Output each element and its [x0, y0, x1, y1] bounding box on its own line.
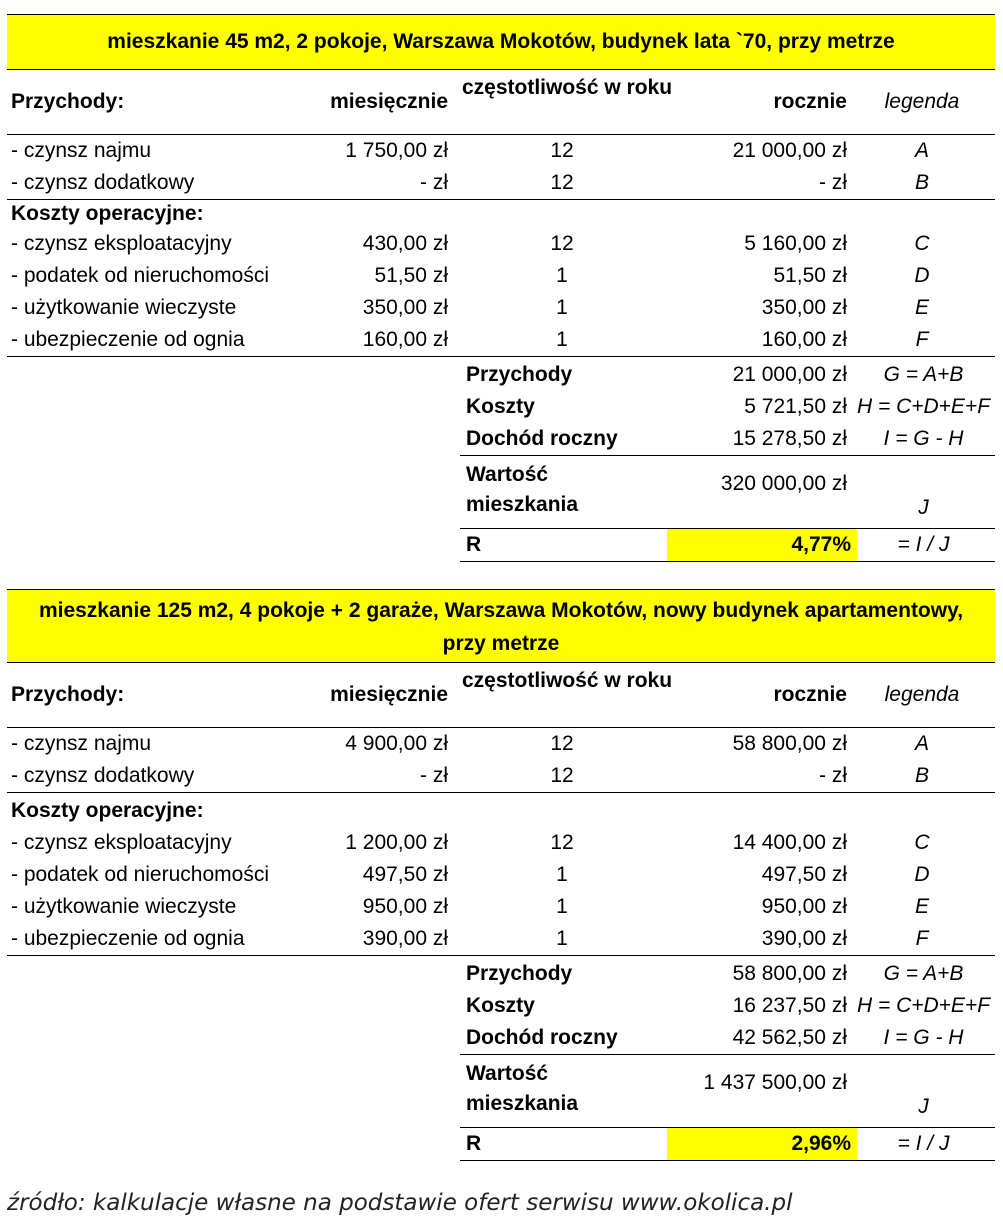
row-frequency: 12 — [550, 732, 574, 755]
row-legend: F — [915, 328, 929, 351]
summary-value: 15 278,50 zł — [732, 427, 847, 450]
return-rate-legend: = I / J — [897, 1132, 950, 1155]
row-monthly: 1 750,00 zł — [345, 139, 448, 162]
row-label: - czynsz dodatkowy — [11, 764, 195, 787]
table-row — [7, 324, 995, 356]
return-rate-highlight — [667, 1128, 857, 1160]
row-monthly: 497,50 zł — [362, 863, 448, 886]
apartment-value-label — [466, 1059, 578, 1119]
table-row — [7, 228, 995, 260]
return-rate-value: 4,77% — [791, 533, 851, 556]
row-legend: C — [914, 831, 930, 854]
row-label: - czynsz najmu — [11, 139, 152, 162]
return-rate-legend: = I / J — [897, 533, 950, 556]
row-frequency: 12 — [550, 171, 574, 194]
table-row — [7, 923, 995, 955]
table-row — [7, 728, 995, 760]
row-frequency: 12 — [550, 139, 574, 162]
apartment-value-legend: J — [918, 1095, 929, 1118]
header-legend: legenda — [884, 90, 960, 113]
row-label: - użytkowanie wieczyste — [11, 895, 237, 918]
value-label-line-1: Wartość — [466, 463, 549, 486]
header-legend: legenda — [884, 683, 960, 706]
header-monthly: miesięcznie — [330, 683, 448, 706]
return-rate-row — [460, 1128, 995, 1161]
row-legend: F — [915, 927, 929, 950]
row-annual: 21 000,00 zł — [732, 139, 847, 162]
row-annual: 5 160,00 zł — [744, 232, 847, 255]
row-monthly: - zł — [420, 764, 448, 787]
table-row — [7, 760, 995, 792]
summary-row — [460, 359, 995, 391]
header-przychody: Przychody: — [11, 90, 125, 113]
row-monthly: 950,00 zł — [362, 895, 448, 918]
row-legend: D — [914, 264, 930, 287]
summary-label: Koszty — [466, 395, 535, 418]
apartment-value: 320 000,00 zł — [720, 472, 847, 495]
row-frequency: 1 — [556, 895, 568, 918]
row-monthly: 4 900,00 zł — [345, 732, 448, 755]
row-legend: D — [914, 863, 930, 886]
row-monthly: 430,00 zł — [362, 232, 448, 255]
row-frequency: 12 — [550, 831, 574, 854]
costs-label: Koszty operacyjne: — [11, 799, 204, 822]
table-row — [7, 859, 995, 891]
row-monthly: 160,00 zł — [362, 328, 448, 351]
header-frequency: częstotliwość w roku — [462, 669, 673, 692]
costs-section-header — [7, 199, 995, 228]
summary-legend: H = C+D+E+F — [856, 395, 991, 418]
summary-legend: I = G - H — [883, 427, 964, 450]
row-legend: A — [914, 139, 929, 162]
row-frequency: 1 — [556, 328, 568, 351]
return-rate-value: 2,96% — [791, 1132, 851, 1155]
return-rate-highlight — [667, 529, 857, 561]
row-label: - czynsz najmu — [11, 732, 152, 755]
header-annual: rocznie — [773, 90, 847, 113]
table-row — [7, 292, 995, 324]
summary-row — [460, 1022, 995, 1054]
summary-value: 21 000,00 zł — [732, 363, 847, 386]
row-label: - podatek od nieruchomości — [11, 863, 269, 886]
summary-legend: I = G - H — [883, 1026, 964, 1049]
table-title: mieszkanie 45 m2, 2 pokoje, Warszawa Mokotów, budynek lata `70, przy metrze — [7, 14, 995, 70]
table-row — [7, 827, 995, 859]
apartment-value-label — [466, 460, 578, 520]
row-frequency: 1 — [556, 264, 568, 287]
table-title: mieszkanie 125 m2, 4 pokoje + 2 garaże, Warszawa Mokotów, nowy budynek apartamentowy, przy metrze — [7, 589, 995, 663]
summary-row — [460, 391, 995, 423]
return-rate-label: R — [466, 533, 482, 556]
apartment-value: 1 437 500,00 zł — [703, 1071, 847, 1094]
summary-label: Dochód roczny — [466, 427, 618, 450]
summary-value: 42 562,50 zł — [732, 1026, 847, 1049]
apartment-value-legend: J — [918, 496, 929, 519]
table-row — [7, 260, 995, 292]
table-row — [7, 167, 995, 199]
row-frequency: 1 — [556, 863, 568, 886]
row-annual: 160,00 zł — [761, 328, 847, 351]
summary-row — [460, 423, 995, 455]
header-row — [7, 70, 995, 135]
return-rate-row — [460, 529, 995, 562]
row-monthly: 51,50 zł — [374, 264, 448, 287]
summary-legend: G = A+B — [883, 363, 964, 386]
row-legend: B — [914, 764, 929, 787]
header-przychody: Przychody: — [11, 683, 125, 706]
spreadsheet — [7, 14, 995, 1161]
apartment-value-row — [460, 455, 995, 529]
row-annual: 950,00 zł — [761, 895, 847, 918]
summary-section — [460, 958, 995, 1161]
summary-row — [460, 990, 995, 1022]
row-monthly: 1 200,00 zł — [345, 831, 448, 854]
value-label-line-1: Wartość — [466, 1062, 549, 1085]
summary-label: Przychody — [466, 962, 573, 985]
row-label: - ubezpieczenie od ognia — [11, 927, 245, 950]
row-annual: 350,00 zł — [761, 296, 847, 319]
row-annual: 497,50 zł — [761, 863, 847, 886]
row-legend: C — [914, 232, 930, 255]
costs-label: Koszty operacyjne: — [11, 202, 204, 225]
table-row — [7, 135, 995, 167]
return-rate-label: R — [466, 1132, 482, 1155]
summary-row — [460, 958, 995, 990]
costs-section-header — [7, 792, 995, 827]
summary-section — [460, 359, 995, 562]
row-annual: - zł — [819, 171, 847, 194]
row-label: - czynsz eksploatacyjny — [11, 831, 232, 854]
header-annual: rocznie — [773, 683, 847, 706]
row-frequency: 1 — [556, 296, 568, 319]
apartment-table-1 — [7, 14, 995, 562]
row-label: - ubezpieczenie od ognia — [11, 328, 245, 351]
row-legend: E — [914, 895, 929, 918]
summary-value: 16 237,50 zł — [732, 994, 847, 1017]
row-annual: 58 800,00 zł — [732, 732, 847, 755]
row-monthly: 390,00 zł — [362, 927, 448, 950]
summary-label: Przychody — [466, 363, 573, 386]
row-monthly: - zł — [420, 171, 448, 194]
value-label-line-2: mieszkania — [466, 1092, 579, 1115]
header-row — [7, 663, 995, 728]
row-frequency: 1 — [556, 927, 568, 950]
value-label-line-2: mieszkania — [466, 493, 579, 516]
header-monthly: miesięcznie — [330, 90, 448, 113]
row-annual: 390,00 zł — [761, 927, 847, 950]
row-legend: A — [914, 732, 929, 755]
row-label: - czynsz eksploatacyjny — [11, 232, 232, 255]
summary-label: Dochód roczny — [466, 1026, 618, 1049]
summary-label: Koszty — [466, 994, 535, 1017]
row-legend: B — [914, 171, 929, 194]
row-frequency: 12 — [550, 764, 574, 787]
table-row — [7, 891, 995, 923]
source-note: źródło: kalkulacje własne na podstawie ofert serwisu www.okolica.pl — [7, 1190, 793, 1216]
row-monthly: 350,00 zł — [362, 296, 448, 319]
row-annual: 14 400,00 zł — [732, 831, 847, 854]
summary-legend: G = A+B — [883, 962, 964, 985]
header-frequency: częstotliwość w roku — [462, 76, 673, 99]
row-legend: E — [914, 296, 929, 319]
row-label: - podatek od nieruchomości — [11, 264, 269, 287]
row-annual: - zł — [819, 764, 847, 787]
row-annual: 51,50 zł — [773, 264, 847, 287]
row-frequency: 12 — [550, 232, 574, 255]
summary-value: 58 800,00 zł — [732, 962, 847, 985]
apartment-table-2 — [7, 589, 995, 1161]
summary-legend: H = C+D+E+F — [856, 994, 991, 1017]
apartment-value-row — [460, 1054, 995, 1128]
summary-value: 5 721,50 zł — [744, 395, 847, 418]
row-label: - czynsz dodatkowy — [11, 171, 195, 194]
row-label: - użytkowanie wieczyste — [11, 296, 237, 319]
